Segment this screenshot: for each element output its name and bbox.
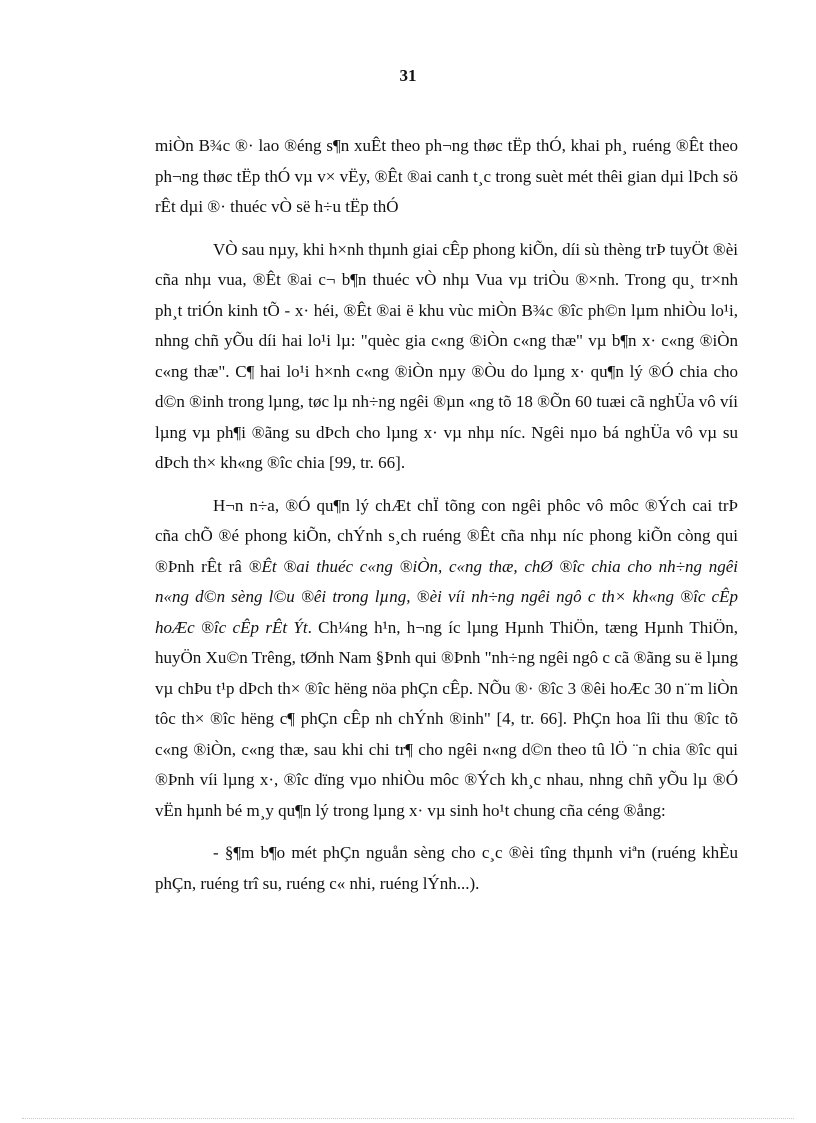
paragraph-3-end: . Ch¼ng h¹n, h¬ng íc lµng Hµnh ThiÖn, tæng Hµnh ThiÖn, huyÖn Xu©n Trêng, tØnh Nam §Þnh qui ®Þnh "nh÷ng ngêi ngô c cã ®ãng su ë lµng vµ chÞu t¹p dÞch th× ®îc hëng nöa phÇn cÊp. NÕu ®· ®îc 3 ®êi hoÆc 30 n¨m liÒn tôc th× ®îc hëng c¶ phÇn cÊp nh chÝnh ®inh" [4, tr. 66]. PhÇn hoa lîi thu ®îc tõ c«ng ®iÒn, c«ng thæ, sau khi chi tr¶ cho ngêi n«ng d©n theo tû lÖ ¨n chia ®îc qui ®Þnh víi lµng x·, ®îc dïng vµo nhiÒu môc ®Ých kh¸c nhau, nhng chñ yÕu lµ ®Ó vËn hµnh bé m¸y qu¶n lý trong lµng x· vµ sinh ho¹t chung cña céng ®ång: (155, 617, 738, 820)
paragraph-1: miÒn B¾c ®· lao ®éng s¶n xuÊt theo ph¬ng thøc tËp thÓ, khai ph¸ ruéng ®Êt theo ph¬ng thøc tËp thÓ vµ v× vËy, ®Êt ®ai canh t¸c trong suèt mét thêi gian dµi lÞch sö rÊt dµi ®· thuéc vÒ së h÷u tËp thÓ (155, 136, 738, 216)
paragraph-3-start: H¬n n÷a, ®Ó qu¶n lý chÆt chÏ tõng con ngêi phôc vô môc ®Ých cai trÞ cña chÕ ®é phong kiÕn, chÝnh s¸ch ruéng ®Êt cña nhµ níc phong kiÕn còng qui ®Þnh rÊt râ (155, 495, 738, 576)
paragraph-2: VÒ sau nµy, khi h×nh thµnh giai cÊp phong kiÕn, díi sù thèng trÞ tuyÖt ®èi cña nhµ vua, ®Êt ®ai c¬ b¶n thuéc vÒ nhµ Vua vµ triÒu ®×nh. Trong qu¸ tr×nh ph¸t triÓn kinh tÕ - x· héi, ®Êt ®ai ë khu vùc miÒn B¾c ®îc ph©n lµm nhiÒu lo¹i, nhng chñ yÕu díi hai lo¹i lµ: "quèc gia c«ng ®iÒn c«ng thæ" vµ b¶n x· c«ng ®iÒn c«ng thæ". C¶ hai lo¹i h×nh c«ng ®iÒn nµy ®Òu do lµng x· qu¶n lý ®Ó chia cho d©n ®inh trong lµng, tøc lµ nh÷ng ngêi ®µn «ng tõ 18 ®Õn 60 tuæi cã nghÜa vô víi lµng vµ ph¶i ®ãng su dÞch cho lµng x· vµ nhµ níc. Ngêi nµo bá nghÜa vô vµ su dÞch th× kh«ng ®îc chia [99, tr. 66]. (155, 239, 738, 472)
document-body (155, 131, 738, 911)
paragraph-3-italic: ®Êt ®ai thuéc c«ng ®iÒn, c«ng thæ, chØ ®îc chia cho nh÷ng ngêi n«ng d©n sèng l©u ®êi trong lµng, ®èi víi nh÷ng ngêi ngô c th× kh«ng ®îc cÊp hoÆc ®îc cÊp rÊt Ýt (155, 556, 738, 637)
page-bottom-rule (22, 1118, 794, 1119)
paragraph-4: - §¶m b¶o mét phÇn nguån sèng cho c¸c ®èi tîng thµnh viªn (ruéng khÈu phÇn, ruéng trî su, ruéng c« nhi, ruéng lÝnh...). (155, 843, 738, 893)
page-number: 31 (399, 66, 417, 85)
paragraph-3 (155, 491, 738, 827)
